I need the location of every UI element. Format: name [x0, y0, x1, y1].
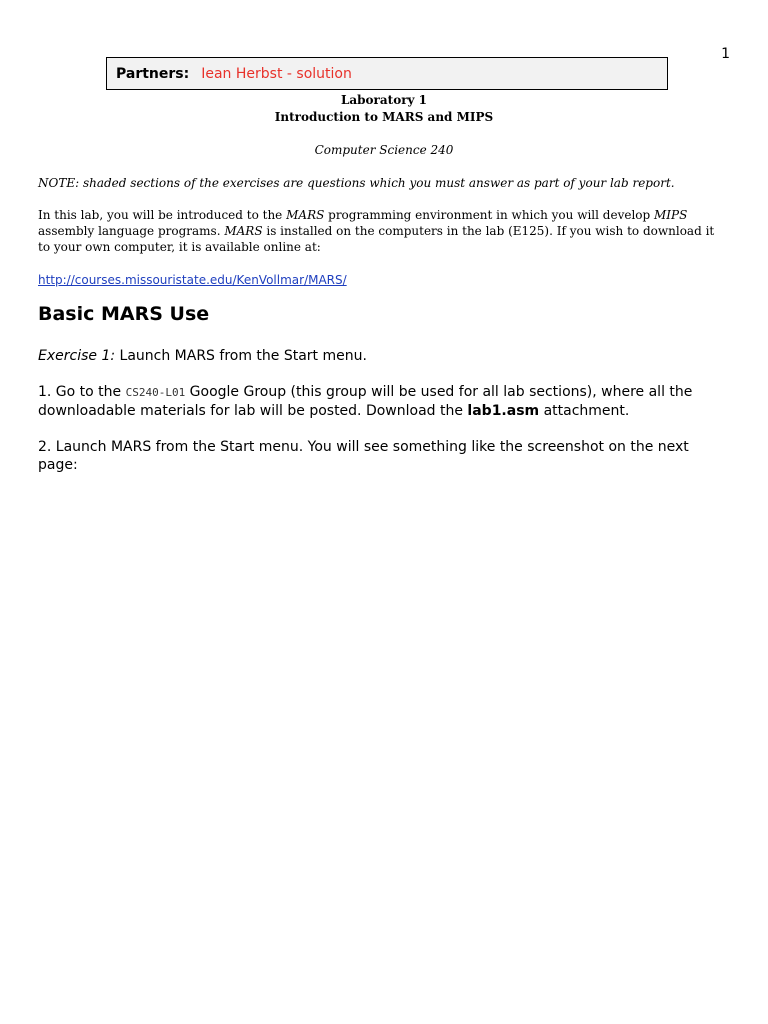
intro-part2: programming environment in which you will develop — [324, 208, 655, 222]
course-name: Computer Science 240 — [314, 143, 454, 157]
intro-part1: In this lab, you will be introduced to the — [38, 208, 287, 222]
group-code: CS240-L01 — [125, 386, 186, 399]
exercise-1-label: Exercise 1: — [38, 348, 116, 364]
step-1 — [38, 383, 730, 420]
note-text: NOTE: shaded sections of the exercises are questions which you must answer as part of your lab report. — [38, 176, 675, 190]
partners-label: Partners: — [116, 65, 190, 82]
exercise-1 — [38, 347, 730, 365]
page-number: 1 — [721, 46, 730, 62]
intro-part3: assembly language programs. — [38, 224, 225, 238]
partners-box — [106, 57, 668, 90]
intro-part4: is installed on the computers in the lab (E125). If you wish to download it to your own computer, it is available online at: — [38, 224, 715, 254]
step-1-suffix: attachment. — [539, 403, 630, 419]
step-2: 2. Launch MARS from the Start menu. You will see something like the screenshot on the next page: — [38, 439, 689, 473]
intro-mips: MIPS — [654, 208, 688, 222]
mars-download-link[interactable]: http://courses.missouristate.edu/KenVollmar/MARS/ — [38, 273, 347, 287]
document-body — [38, 92, 730, 474]
lab-number: Laboratory 1 — [340, 93, 428, 107]
intro-mars1: MARS — [286, 208, 325, 222]
section-heading: Basic MARS Use — [38, 303, 210, 325]
step-1-middle: Google Group (this group will be used for all lab sections), where all the downloadable materials for lab will be posted. Download the — [38, 384, 693, 419]
lab1-filename: lab1.asm — [467, 403, 540, 419]
intro-mars2: MARS — [224, 224, 263, 238]
intro-paragraph — [38, 207, 730, 255]
partners-value[interactable]: Iean Herbst - solution — [201, 65, 352, 82]
exercise-1-text: Launch MARS from the Start menu. — [115, 348, 367, 364]
lab-title: Introduction to MARS and MIPS — [274, 110, 494, 124]
step-1-prefix: 1. Go to the — [38, 384, 126, 400]
